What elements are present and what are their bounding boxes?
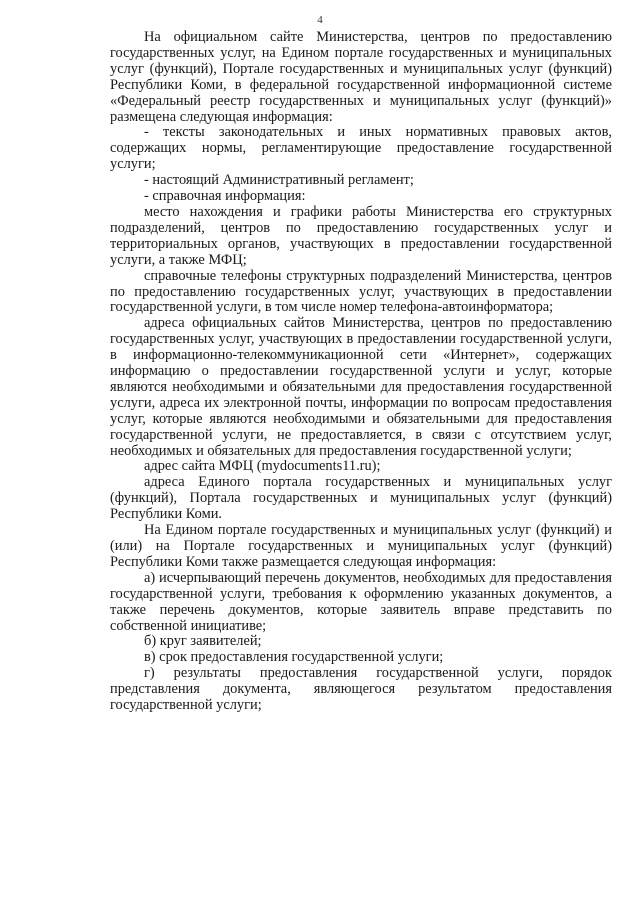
paragraph-intro: На официальном сайте Министерства, центров по предоставлению государственных услуг, на Едином портале государственных и муниципальных услуг (функций), Портале государственных и муниципальных услуг (функций) Республики Коми, в федеральной государственной информационной системе «Федеральный реестр государственных и муниципальных услуг (функций)» размещена следующая информация: [110, 29, 612, 125]
paragraph-mfc-site: адрес сайта МФЦ (mydocuments11.ru); [144, 458, 381, 475]
paragraph-phones: справочные телефоны структурных подразделений Министерства, центров по предоставлению государственных услуг, участвующих в предоставлении государственной услуги, в том числе номер телефона-автоинформатора; [110, 267, 612, 316]
paragraph-item-g: г) результаты предоставления государственной услуги, порядок представления документа, являющегося результатом предоставления государственной услуги; [110, 665, 612, 714]
paragraph-websites: адреса официальных сайтов Министерства, центров по предоставлению государственных услуг, участвующих в предоставлении государственной услуги, в информационно-телекоммуникационной сети «Интернет», содержащих информацию о предоставлении государственной услуги и услуг, которые являются необходимыми и обязательными для предоставления государственной услуги, адреса их электронной почты, информации по вопросам предоставления услуг, которые являются необходимыми и обязательными для предоставления государственной услуги, не предоставляется, в связи с отсутствием услуг, необходимых и обязательных для предоставления государственной услуги; [110, 315, 612, 459]
paragraph-item-b: б) круг заявителей; [144, 633, 262, 650]
paragraph-portal-info: На Едином портале государственных и муниципальных услуг (функций) и (или) на Портале государственных и муниципальных услуг (функций) Республики Коми также размещается следующая информация: [110, 522, 612, 570]
paragraph-item-v: в) срок предоставления государственной услуги; [144, 649, 444, 666]
paragraph-item-a: а) исчерпывающий перечень документов, необходимых для предоставления государственной услуги, требования к оформлению указанных документов, а также перечень документов, которые заявитель вправе представить по собственной инициативе; [110, 569, 612, 634]
paragraph-location-schedule: место нахождения и графики работы Министерства его структурных подразделений, центров по предоставлению государственных услуг и территориальных органов, участвующих в предоставлении государственной услуги, а также МФЦ; [110, 203, 612, 268]
paragraph-portal-addresses: адреса Единого портала государственных и муниципальных услуг (функций), Портала государственных и муниципальных услуг (функций) Республики Коми. [110, 474, 612, 523]
paragraph-list-item-regulation: - настоящий Административный регламент; [144, 172, 414, 189]
paragraph-list-item-reference: - справочная информация: [144, 188, 306, 205]
page-number: 4 [317, 14, 323, 26]
document-body [110, 30, 612, 714]
paragraph-list-item-laws: - тексты законодательных и иных нормативных правовых актов, содержащих нормы, регламентирующие предоставление государственной услуги; [110, 124, 612, 173]
